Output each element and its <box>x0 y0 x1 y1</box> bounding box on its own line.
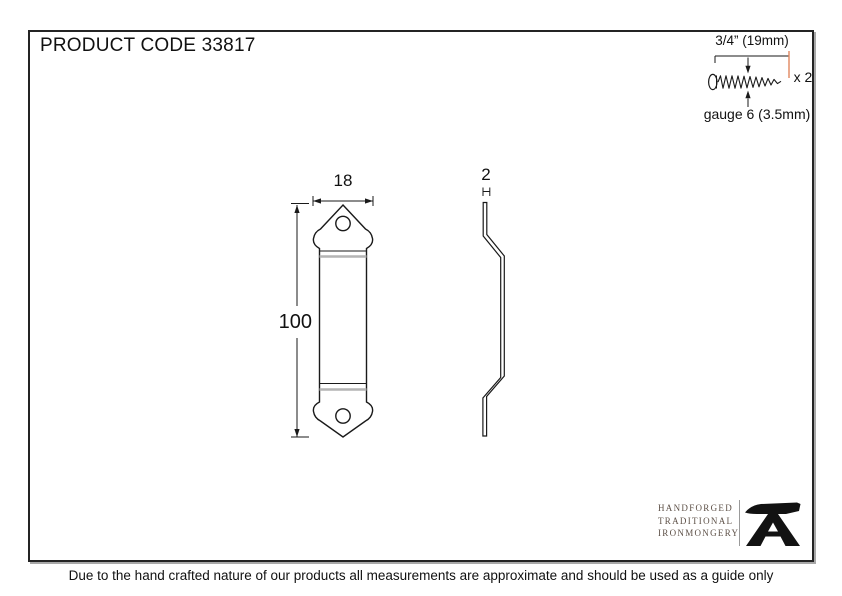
side-profile-outline <box>483 203 504 437</box>
product-code-label: PRODUCT CODE 33817 <box>40 35 256 56</box>
brand-divider <box>739 500 740 546</box>
bottom-screw-hole <box>336 409 350 423</box>
brand-line-handforged: HANDFORGED <box>658 503 734 513</box>
screw-pointer-down-arrowhead <box>745 66 750 74</box>
width-arrow-right <box>365 198 373 203</box>
width-arrow-left <box>313 198 321 203</box>
side-thickness-dimension-label: 2 <box>481 165 491 184</box>
brand-line-ironmongery: IRONMONGERY <box>658 528 740 538</box>
disclaimer-text: Due to the hand crafted nature of our products all measurements are approximate and should be used as a guide only <box>68 568 774 583</box>
screw-length-dimension-lines <box>715 56 789 63</box>
front-width-dimension-label: 18 <box>333 171 353 190</box>
screw-quantity-label: x 2 <box>793 69 813 85</box>
plate-outline <box>313 205 372 437</box>
screw-illustration-icon <box>709 74 781 89</box>
height-arrow-down <box>294 429 299 437</box>
screw-pointer-up-arrowhead <box>745 91 750 99</box>
anvil-logo-icon <box>744 501 802 548</box>
screw-gauge-label: gauge 6 (3.5mm) <box>703 106 811 122</box>
side-view-drawing <box>483 188 504 437</box>
height-arrow-up <box>294 205 299 213</box>
screw-length-label: 3/4” (19mm) <box>715 33 789 48</box>
front-height-dimension-label: 100 <box>270 311 312 334</box>
thickness-dimension-bracket <box>483 188 490 197</box>
brand-wordmark <box>658 502 738 540</box>
screw-drawing <box>709 51 789 107</box>
top-screw-hole <box>336 216 350 230</box>
brand-line-traditional: TRADITIONAL <box>658 515 734 526</box>
